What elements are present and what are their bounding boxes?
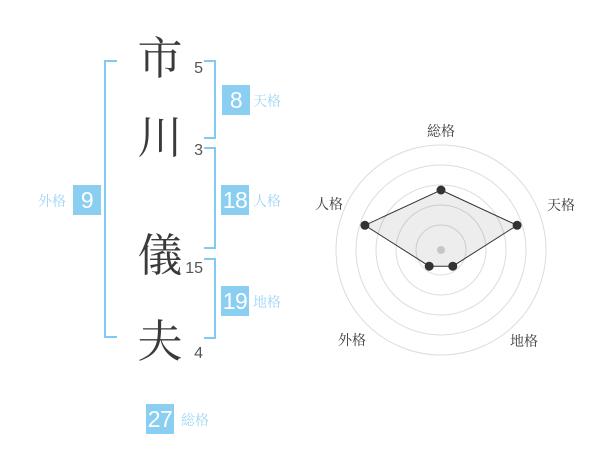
name-character: 夫 bbox=[137, 316, 183, 367]
radar-axis-label: 総格 bbox=[427, 123, 455, 139]
radar-grid-ring bbox=[376, 185, 506, 315]
tenkaku-value-box: 8 bbox=[222, 85, 250, 115]
radar-data-point bbox=[513, 221, 522, 230]
chikaku-label: 地格 bbox=[253, 294, 281, 310]
radar-axis-label: 外格 bbox=[338, 332, 366, 348]
jinkaku-bracket bbox=[204, 147, 216, 249]
tenkaku-label: 天格 bbox=[253, 93, 281, 109]
stroke-count: 4 bbox=[194, 345, 203, 362]
chikaku-value-box: 19 bbox=[222, 288, 248, 314]
soukaku-value-box: 27 bbox=[147, 406, 173, 432]
jinkaku-value-box: 18 bbox=[222, 187, 248, 213]
gaikaku-bracket bbox=[104, 60, 117, 338]
radar-axis-label: 人格 bbox=[315, 196, 343, 212]
radar-grid-ring bbox=[396, 205, 486, 295]
tenkaku-bracket bbox=[204, 60, 216, 139]
jinkaku-label: 人格 bbox=[253, 193, 281, 209]
stroke-count: 5 bbox=[194, 60, 203, 77]
radar-grid-ring bbox=[416, 225, 466, 275]
name-character: 市 bbox=[137, 33, 183, 84]
radar-data-point bbox=[437, 186, 446, 195]
radar-grid-ring bbox=[336, 145, 546, 355]
soukaku-label: 総格 bbox=[181, 412, 209, 428]
gaikaku-value-box: 9 bbox=[73, 185, 101, 215]
radar-data-polygon bbox=[365, 190, 517, 266]
stroke-count: 3 bbox=[194, 142, 203, 159]
name-character: 儀 bbox=[137, 230, 183, 281]
name-character: 川 bbox=[137, 112, 183, 163]
radar-data-point bbox=[360, 221, 369, 230]
radar-axis-label: 地格 bbox=[510, 333, 538, 349]
chikaku-bracket bbox=[204, 258, 216, 339]
gaikaku-label: 外格 bbox=[38, 193, 66, 209]
radar-axis-label: 天格 bbox=[547, 197, 575, 213]
radar-grid-ring bbox=[356, 165, 526, 335]
stroke-count: 15 bbox=[185, 260, 203, 277]
radar-data-point bbox=[425, 262, 434, 271]
radar-center-dot bbox=[437, 246, 445, 254]
radar-data-point bbox=[448, 262, 457, 271]
